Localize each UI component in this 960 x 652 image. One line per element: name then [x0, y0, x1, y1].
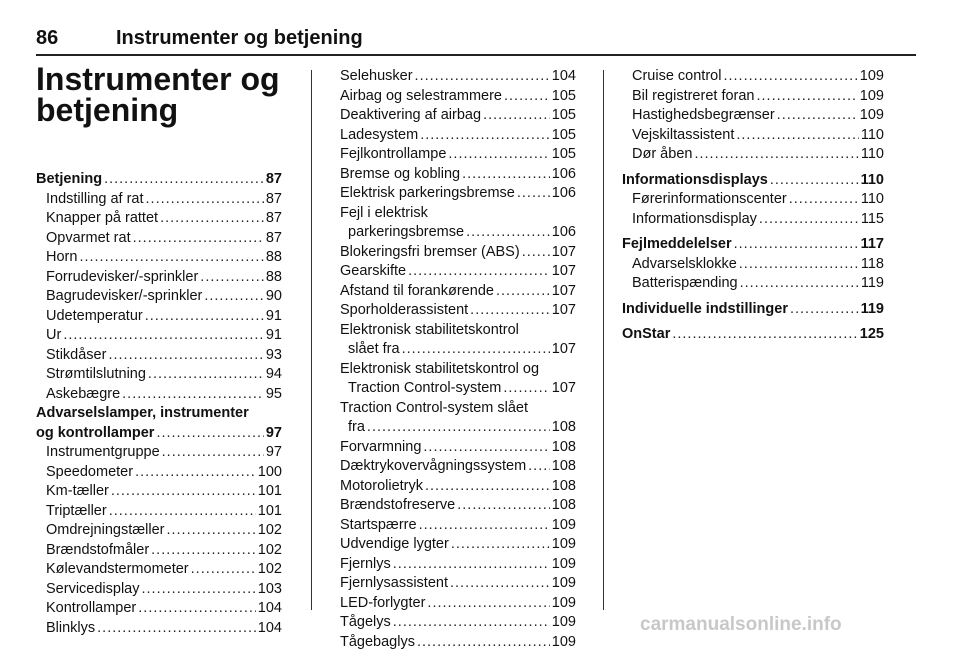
toc-entry[interactable] — [340, 496, 576, 516]
toc-entry-first-line[interactable]: Traction Control-system slået — [340, 399, 576, 419]
toc-entry[interactable] — [622, 145, 884, 165]
toc-entry-page: 110 — [861, 171, 884, 191]
toc-entry-page: 88 — [266, 248, 282, 268]
dot-leader — [450, 574, 550, 594]
toc-entry-page: 109 — [860, 106, 884, 126]
toc-entry-label: Triptæller — [36, 502, 107, 522]
toc-entry-page: 119 — [861, 300, 884, 320]
dot-leader — [109, 502, 256, 522]
dot-leader — [723, 67, 857, 87]
toc-entry-label: Bremse og kobling — [340, 165, 460, 185]
toc-entry-label: Vejskiltassistent — [622, 126, 734, 146]
toc-entry[interactable] — [340, 145, 576, 165]
dot-leader — [204, 287, 264, 307]
toc-entry[interactable] — [36, 365, 282, 385]
toc-entry-page: 97 — [266, 424, 282, 444]
dot-leader — [148, 365, 264, 385]
toc-entry-label: Elektrisk parkeringsbremse — [340, 184, 515, 204]
toc-entry-page: 104 — [258, 599, 282, 619]
toc-entry-label: Blokeringsfri bremser (ABS) — [340, 243, 520, 263]
toc-entry-page: 109 — [860, 87, 884, 107]
toc-entry-label: Blinklys — [36, 619, 95, 639]
toc-entry-label: fra — [340, 418, 365, 438]
toc-entry-label: Bagrudevisker/-sprinkler — [36, 287, 202, 307]
toc-entry[interactable] — [36, 229, 282, 249]
toc-entry-label: OnStar — [622, 325, 670, 345]
toc-entry-page: 106 — [552, 184, 576, 204]
toc-entry[interactable] — [340, 594, 576, 614]
toc-column-2 — [340, 67, 576, 652]
dot-leader — [448, 145, 549, 165]
dot-leader — [740, 274, 859, 294]
toc-entry-page: 103 — [258, 580, 282, 600]
watermark: carmanualsonline.info — [640, 614, 842, 636]
toc-entry-label: Selehusker — [340, 67, 413, 87]
toc-entry[interactable] — [622, 274, 884, 294]
dot-leader — [517, 184, 550, 204]
toc-entry-page: 108 — [552, 477, 576, 497]
dot-leader — [466, 223, 550, 243]
toc-entry-label: Afstand til forankørende — [340, 282, 494, 302]
dot-leader — [789, 190, 859, 210]
toc-entry[interactable] — [340, 126, 576, 146]
toc-entry[interactable] — [36, 599, 282, 619]
toc-entry[interactable] — [340, 477, 576, 497]
toc-entry-label: Fjernlysassistent — [340, 574, 448, 594]
toc-entry[interactable] — [340, 301, 576, 321]
dot-leader — [97, 619, 256, 639]
dot-leader — [522, 243, 550, 263]
toc-entry[interactable] — [36, 326, 282, 346]
toc-entry-label: Strømtilslutning — [36, 365, 146, 385]
toc-entry[interactable] — [340, 379, 576, 399]
toc-entry[interactable] — [36, 580, 282, 600]
toc-entry-label: Instrumentgruppe — [36, 443, 160, 463]
toc-entry-page: 107 — [552, 262, 576, 282]
dot-leader — [672, 325, 857, 345]
toc-entry-page: 105 — [552, 106, 576, 126]
toc-entry-label: Brændstofmåler — [36, 541, 149, 561]
toc-entry-label: Dæktrykovervågningssystem — [340, 457, 526, 477]
toc-entry-page: 104 — [552, 67, 576, 87]
toc-entry[interactable] — [622, 87, 884, 107]
toc-entry[interactable] — [36, 307, 282, 327]
toc-entry-label: parkeringsbremse — [340, 223, 464, 243]
dot-leader — [191, 560, 256, 580]
running-title: Instrumenter og betjening — [116, 27, 363, 50]
toc-entry-label: Tågelys — [340, 613, 391, 633]
column-divider — [311, 70, 312, 610]
toc-entry[interactable] — [36, 463, 282, 483]
dot-leader — [63, 326, 264, 346]
dot-leader — [151, 541, 256, 561]
toc-entry[interactable] — [36, 248, 282, 268]
toc-entry-page: 109 — [552, 574, 576, 594]
dot-leader — [133, 229, 264, 249]
page-header — [36, 27, 916, 53]
toc-entry-label: Forvarmning — [340, 438, 421, 458]
dot-leader — [734, 235, 859, 255]
toc-entry-page: 108 — [552, 438, 576, 458]
dot-leader — [739, 255, 859, 275]
dot-leader — [759, 210, 859, 230]
toc-entry[interactable] — [340, 438, 576, 458]
toc-entry[interactable] — [340, 574, 576, 594]
page-number: 86 — [36, 27, 58, 50]
toc-entry-label: Ur — [36, 326, 61, 346]
toc-entry[interactable] — [340, 418, 576, 438]
toc-entry-page: 87 — [266, 170, 282, 190]
toc-entry[interactable] — [36, 502, 282, 522]
toc-entry-label: Dør åben — [622, 145, 692, 165]
toc-entry-page: 107 — [552, 301, 576, 321]
dot-leader — [156, 424, 263, 444]
toc-entry-page: 109 — [552, 516, 576, 536]
dot-leader — [757, 87, 858, 107]
dot-leader — [770, 171, 859, 191]
toc-entry-label: slået fra — [340, 340, 400, 360]
toc-entry-label: Servicedisplay — [36, 580, 140, 600]
toc-entry-page: 101 — [258, 502, 282, 522]
toc-entry-page: 87 — [266, 190, 282, 210]
section-title — [36, 64, 306, 126]
dot-leader — [393, 613, 550, 633]
dot-leader — [145, 307, 264, 327]
toc-entry-page: 107 — [552, 282, 576, 302]
toc-entry-label: Bil registreret foran — [622, 87, 755, 107]
toc-entry[interactable] — [340, 262, 576, 282]
toc-entry[interactable] — [622, 67, 884, 87]
toc-entry-page: 87 — [266, 229, 282, 249]
toc-entry-page: 102 — [258, 560, 282, 580]
toc-entry-page: 106 — [552, 165, 576, 185]
toc-entry-page: 101 — [258, 482, 282, 502]
toc-entry[interactable] — [340, 516, 576, 536]
toc-entry-page: 109 — [552, 613, 576, 633]
toc-entry[interactable] — [622, 300, 884, 320]
toc-entry-label: Opvarmet rat — [36, 229, 131, 249]
toc-entry-label: Udetemperatur — [36, 307, 143, 327]
toc-entry-label: Horn — [36, 248, 77, 268]
toc-entry-page: 90 — [266, 287, 282, 307]
toc-entry[interactable] — [340, 633, 576, 652]
toc-entry-label: Advarselsklokke — [622, 255, 737, 275]
toc-entry[interactable] — [36, 443, 282, 463]
dot-leader — [457, 496, 550, 516]
toc-entry-page: 94 — [266, 365, 282, 385]
toc-entry-label: Informationsdisplay — [622, 210, 757, 230]
toc-entry-page: 97 — [266, 443, 282, 463]
toc-entry[interactable] — [340, 340, 576, 360]
toc-entry[interactable] — [622, 210, 884, 230]
toc-entry[interactable] — [36, 385, 282, 405]
toc-entry-label: Kontrollamper — [36, 599, 136, 619]
toc-entry[interactable] — [340, 535, 576, 555]
toc-entry-first-line[interactable]: Fejl i elektrisk — [340, 204, 576, 224]
dot-leader — [135, 463, 256, 483]
toc-entry-label: Tågebaglys — [340, 633, 415, 652]
dot-leader — [417, 633, 550, 652]
dot-leader — [423, 438, 549, 458]
toc-entry-page: 109 — [552, 535, 576, 555]
toc-entry-label: Knapper på rattet — [36, 209, 158, 229]
toc-entry[interactable] — [340, 165, 576, 185]
toc-entry-page: 104 — [258, 619, 282, 639]
toc-entry[interactable] — [622, 255, 884, 275]
toc-entry-label: Førerinformationscenter — [622, 190, 787, 210]
dot-leader — [462, 165, 550, 185]
toc-entry[interactable] — [36, 190, 282, 210]
toc-entry-label: Indstilling af rat — [36, 190, 144, 210]
dot-leader — [122, 385, 264, 405]
toc-entry-label: Hastighedsbegrænser — [622, 106, 775, 126]
toc-entry[interactable] — [340, 184, 576, 204]
dot-leader — [104, 170, 264, 190]
toc-entry[interactable] — [340, 555, 576, 575]
toc-entry-label: Stikdåser — [36, 346, 106, 366]
toc-entry-page: 115 — [861, 210, 884, 230]
toc-entry-page: 105 — [552, 126, 576, 146]
toc-entry-page: 102 — [258, 521, 282, 541]
toc-entry-label: Fejlkontrollampe — [340, 145, 446, 165]
section-title-line-1: Instrumenter og — [36, 64, 306, 95]
toc-entry[interactable] — [622, 325, 884, 345]
dot-leader — [367, 418, 550, 438]
dot-leader — [200, 268, 264, 288]
toc-column-3 — [622, 67, 884, 345]
toc-entry-page: 109 — [552, 594, 576, 614]
dot-leader — [528, 457, 550, 477]
toc-entry-label: Gearskifte — [340, 262, 406, 282]
dot-leader — [777, 106, 858, 126]
toc-entry-page: 109 — [552, 555, 576, 575]
toc-entry[interactable] — [36, 424, 282, 444]
toc-entry[interactable] — [340, 87, 576, 107]
header-rule — [36, 54, 916, 56]
toc-entry[interactable] — [340, 613, 576, 633]
toc-entry[interactable] — [340, 67, 576, 87]
toc-entry-page: 119 — [861, 274, 884, 294]
toc-entry-page: 125 — [860, 325, 884, 345]
dot-leader — [736, 126, 859, 146]
dot-leader — [79, 248, 263, 268]
toc-entry-first-line[interactable]: Elektronisk stabilitetskontrol — [340, 321, 576, 341]
toc-entry-page: 107 — [552, 243, 576, 263]
toc-entry-label: Forrudevisker/-sprinkler — [36, 268, 198, 288]
dot-leader — [504, 87, 550, 107]
dot-leader — [111, 482, 256, 502]
toc-entry-page: 117 — [861, 235, 884, 255]
toc-entry-label: Askebægre — [36, 385, 120, 405]
toc-entry-page: 107 — [552, 379, 576, 399]
dot-leader — [160, 209, 264, 229]
toc-entry[interactable] — [340, 457, 576, 477]
toc-entry[interactable] — [622, 235, 884, 255]
toc-entry-label: Brændstofreserve — [340, 496, 455, 516]
toc-entry[interactable] — [36, 482, 282, 502]
toc-entry[interactable] — [340, 106, 576, 126]
toc-entry-label: Omdrejningstæller — [36, 521, 164, 541]
toc-entry[interactable] — [36, 541, 282, 561]
dot-leader — [694, 145, 858, 165]
dot-leader — [162, 443, 264, 463]
toc-entry[interactable] — [622, 190, 884, 210]
dot-leader — [427, 594, 549, 614]
toc-entry-page: 95 — [266, 385, 282, 405]
toc-entry-page: 109 — [860, 67, 884, 87]
dot-leader — [166, 521, 255, 541]
toc-entry-page: 108 — [552, 418, 576, 438]
dot-leader — [496, 282, 550, 302]
toc-entry[interactable] — [36, 619, 282, 639]
toc-column-1 — [36, 170, 282, 638]
toc-entry-label: Speedometer — [36, 463, 133, 483]
dot-leader — [503, 379, 549, 399]
toc-entry-label: Startspærre — [340, 516, 417, 536]
toc-entry[interactable] — [340, 282, 576, 302]
toc-entry-page: 88 — [266, 268, 282, 288]
toc-entry-label: Individuelle indstillinger — [622, 300, 788, 320]
dot-leader — [108, 346, 263, 366]
toc-entry-label: og kontrollamper — [36, 424, 154, 444]
dot-leader — [146, 190, 264, 210]
toc-entry-label: Ladesystem — [340, 126, 418, 146]
dot-leader — [790, 300, 859, 320]
toc-entry-page: 110 — [861, 190, 884, 210]
toc-entry[interactable] — [36, 209, 282, 229]
toc-entry[interactable] — [340, 223, 576, 243]
dot-leader — [451, 535, 550, 555]
toc-entry-label: Udvendige lygter — [340, 535, 449, 555]
toc-entry-page: 105 — [552, 145, 576, 165]
toc-entry[interactable] — [622, 106, 884, 126]
toc-entry-page: 91 — [266, 326, 282, 346]
dot-leader — [138, 599, 256, 619]
toc-entry[interactable] — [36, 346, 282, 366]
toc-entry-label: Airbag og selestrammere — [340, 87, 502, 107]
toc-entry-page: 87 — [266, 209, 282, 229]
toc-entry-label: Deaktivering af airbag — [340, 106, 481, 126]
toc-entry-label: Fejlmeddelelser — [622, 235, 732, 255]
toc-entry-page: 102 — [258, 541, 282, 561]
toc-entry[interactable] — [340, 243, 576, 263]
toc-entry-label: Fjernlys — [340, 555, 391, 575]
toc-entry-first-line[interactable]: Elektronisk stabilitetskontrol og — [340, 360, 576, 380]
toc-entry-page: 91 — [266, 307, 282, 327]
toc-entry[interactable] — [36, 560, 282, 580]
toc-entry[interactable] — [36, 170, 282, 190]
toc-entry-page: 108 — [552, 496, 576, 516]
toc-entry-first-line[interactable]: Advarselslamper, instrumenter — [36, 404, 282, 424]
toc-entry-label: Cruise control — [622, 67, 721, 87]
dot-leader — [419, 516, 550, 536]
toc-entry-label: Traction Control-system — [340, 379, 501, 399]
toc-entry[interactable] — [36, 521, 282, 541]
toc-entry-label: Batterispænding — [622, 274, 738, 294]
toc-entry[interactable] — [36, 268, 282, 288]
toc-entry[interactable] — [36, 287, 282, 307]
toc-entry-page: 100 — [258, 463, 282, 483]
dot-leader — [470, 301, 550, 321]
toc-entry-label: Betjening — [36, 170, 102, 190]
dot-leader — [393, 555, 550, 575]
column-divider — [603, 70, 604, 610]
dot-leader — [415, 67, 550, 87]
toc-entry-label: Informationsdisplays — [622, 171, 768, 191]
toc-entry-page: 108 — [552, 457, 576, 477]
section-title-line-2: betjening — [36, 95, 306, 126]
dot-leader — [408, 262, 550, 282]
toc-entry-label: LED-forlygter — [340, 594, 425, 614]
toc-entry-page: 118 — [861, 255, 884, 275]
toc-entry-label: Km-tæller — [36, 482, 109, 502]
toc-entry-page: 105 — [552, 87, 576, 107]
toc-entry[interactable] — [622, 126, 884, 146]
toc-entry[interactable] — [622, 171, 884, 191]
toc-entry-page: 109 — [552, 633, 576, 652]
dot-leader — [420, 126, 550, 146]
toc-entry-label: Sporholderassistent — [340, 301, 468, 321]
toc-entry-label: Motorolietryk — [340, 477, 423, 497]
dot-leader — [142, 580, 256, 600]
toc-entry-page: 110 — [861, 126, 884, 146]
toc-entry-label: Kølevandstermometer — [36, 560, 189, 580]
toc-entry-page: 107 — [552, 340, 576, 360]
toc-entry-page: 110 — [861, 145, 884, 165]
toc-entry-page: 93 — [266, 346, 282, 366]
dot-leader — [425, 477, 550, 497]
dot-leader — [402, 340, 550, 360]
toc-entry-page: 106 — [552, 223, 576, 243]
dot-leader — [483, 106, 550, 126]
